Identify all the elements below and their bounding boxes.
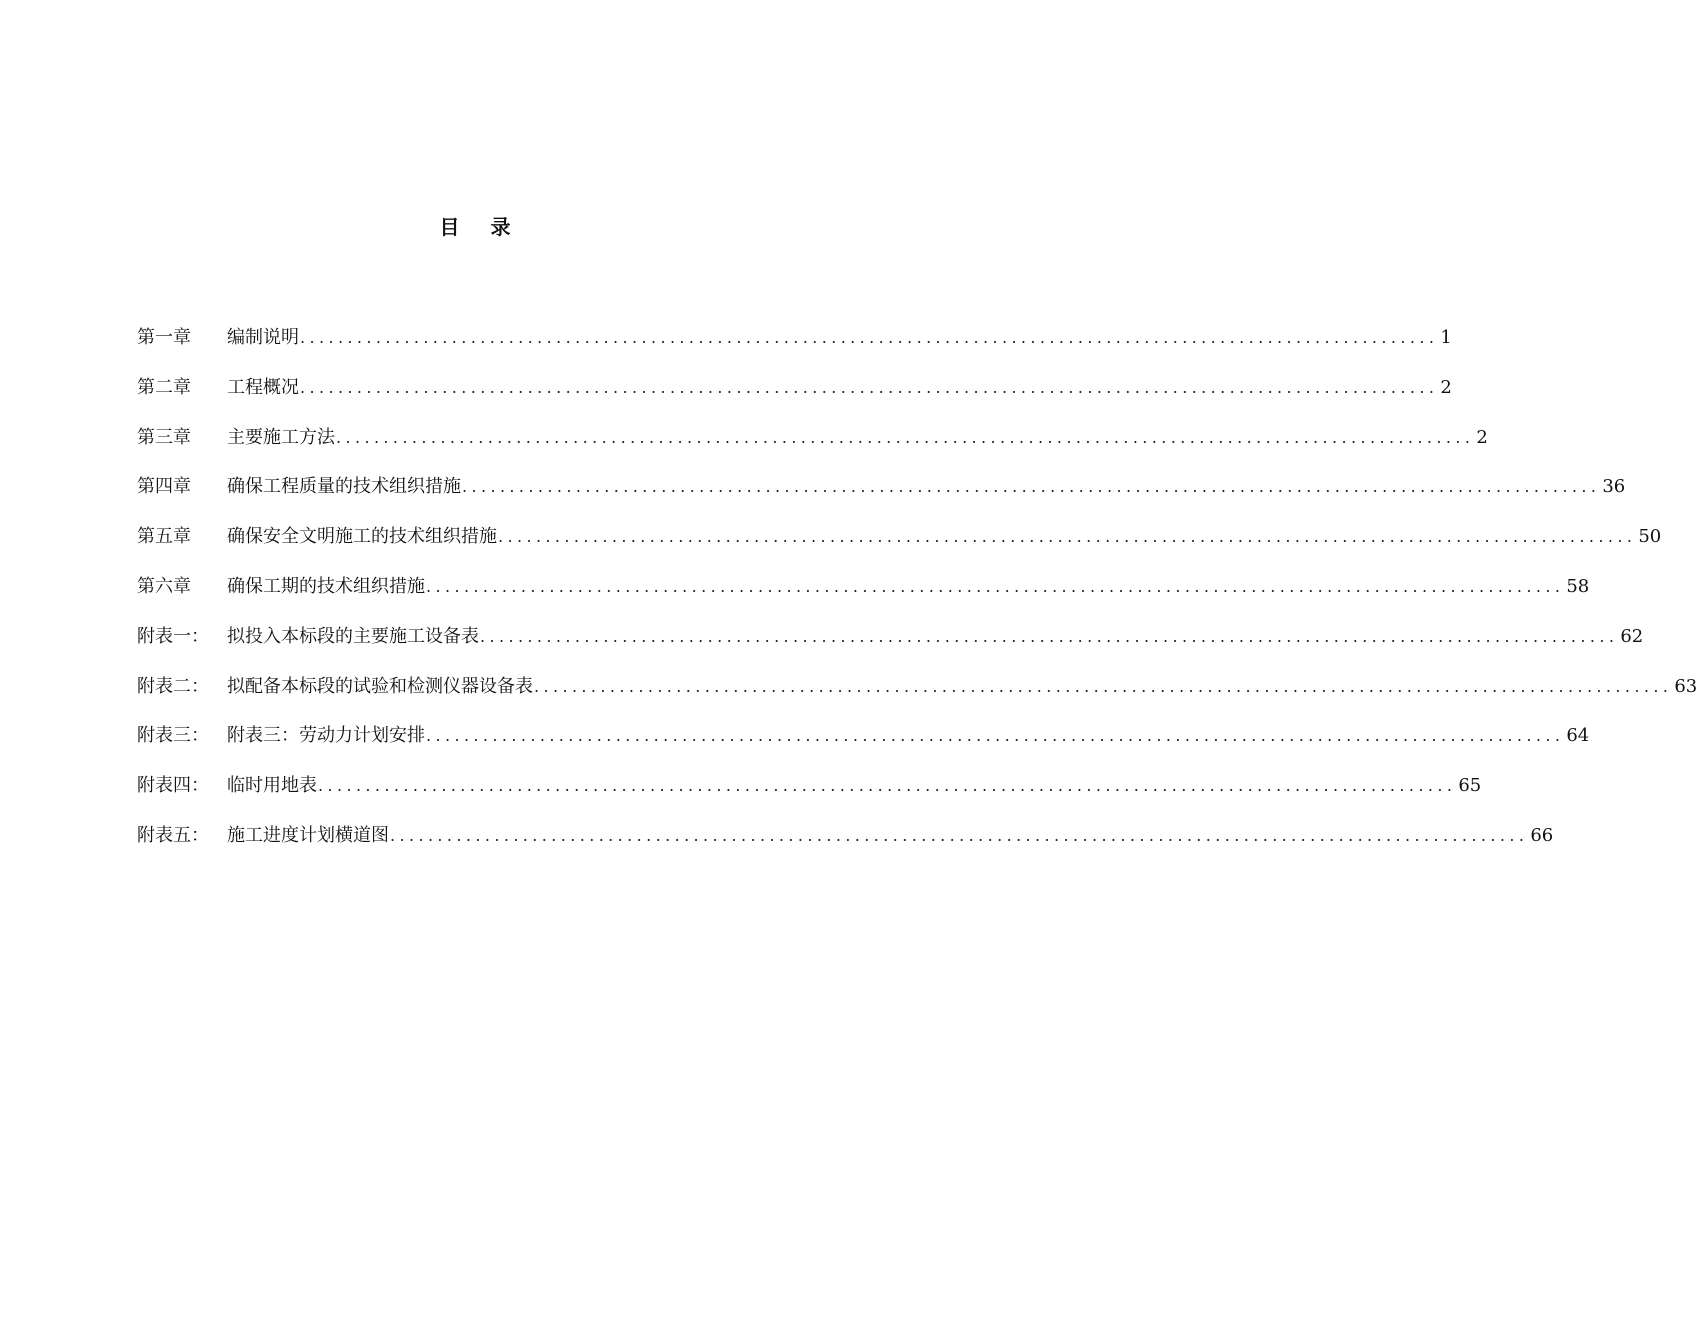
toc-entry-page: 50 <box>1638 526 1662 548</box>
toc-entry-text: 拟投入本标段的主要施工设备表 <box>227 625 479 647</box>
toc-entry[interactable] <box>137 472 1626 522</box>
toc-entry-label: 第一章 <box>137 327 191 348</box>
toc-entry-label: 第三章 <box>137 426 191 448</box>
toc-leader-dots: ........................................................................................................................ <box>336 427 1475 447</box>
toc-entry-label: 附表一： <box>137 625 209 647</box>
toc-entry[interactable] <box>137 821 1554 871</box>
toc-entry-page: 2 <box>1476 426 1488 448</box>
toc-entry-label: 附表四： <box>137 775 209 797</box>
toc-entry-text: 施工进度计划横道图 <box>227 824 389 846</box>
toc-entry-text: 确保工期的技术组织措施 <box>227 575 425 597</box>
toc-entry-label: 第四章 <box>137 476 191 498</box>
toc-entry-label: 第二章 <box>137 376 191 398</box>
toc-leader-dots: ........................................................................................................................ <box>300 377 1439 397</box>
toc-entry-text: 确保工程质量的技术组织措施 <box>227 476 461 498</box>
toc-entry-page: 65 <box>1458 775 1482 797</box>
page-title: 目 录 <box>439 215 523 239</box>
toc-entry-text: 确保安全文明施工的技术组织措施 <box>227 526 497 548</box>
toc-entry-label: 第五章 <box>137 526 191 548</box>
toc-entry-text: 拟配备本标段的试验和检测仪器设备表 <box>227 675 533 697</box>
toc-entry-text: 临时用地表 <box>227 775 317 797</box>
toc-leader-dots: ........................................................................................................................ <box>318 776 1457 796</box>
toc-leader-dots: ........................................................................................................................ <box>390 825 1529 845</box>
toc-leader-dots: ........................................................................................................................ <box>426 726 1565 746</box>
toc-entry-label: 第六章 <box>137 575 191 597</box>
toc-entry[interactable] <box>137 771 1482 821</box>
toc-leader-dots: ........................................................................................................................ <box>480 626 1619 646</box>
toc-entry[interactable] <box>137 323 1452 373</box>
toc-entry-page: 64 <box>1566 725 1590 747</box>
toc-entry[interactable] <box>137 622 1644 672</box>
toc-entry-page: 2 <box>1440 376 1452 398</box>
toc-entry-text: 工程概况 <box>227 376 299 398</box>
toc-entry-label: 附表三： <box>137 725 209 747</box>
toc-entry-label: 附表五： <box>137 824 209 846</box>
toc-entry-page: 58 <box>1566 575 1590 597</box>
toc-entry-text: 附表三：劳动力计划安排 <box>227 725 425 747</box>
toc-entry[interactable] <box>137 423 1488 473</box>
toc-entry-label: 附表二： <box>137 675 209 697</box>
toc-leader-dots: ........................................................................................................................ <box>462 477 1601 497</box>
toc-leader-dots: ........................................................................................................................ <box>300 328 1439 347</box>
toc-entry-page: 1 <box>1440 327 1452 348</box>
toc-leader-dots: ........................................................................................................................ <box>534 676 1673 696</box>
toc-entry[interactable] <box>137 721 1590 771</box>
toc-entry[interactable] <box>137 373 1452 423</box>
toc-entry-text: 主要施工方法 <box>227 426 335 448</box>
toc-entry[interactable] <box>137 522 1662 572</box>
toc-leader-dots: ........................................................................................................................ <box>498 527 1637 547</box>
toc-entry-page: 36 <box>1602 476 1626 498</box>
toc-entry-page: 63 <box>1674 675 1697 697</box>
toc-entry-page: 66 <box>1530 824 1554 846</box>
toc-leader-dots: ........................................................................................................................ <box>426 576 1565 596</box>
toc-entry-text: 编制说明 <box>227 327 299 348</box>
toc-entry[interactable] <box>137 672 1697 722</box>
toc-entry[interactable] <box>137 572 1590 622</box>
toc-entry-page: 62 <box>1620 625 1644 647</box>
table-of-contents <box>137 323 1697 871</box>
